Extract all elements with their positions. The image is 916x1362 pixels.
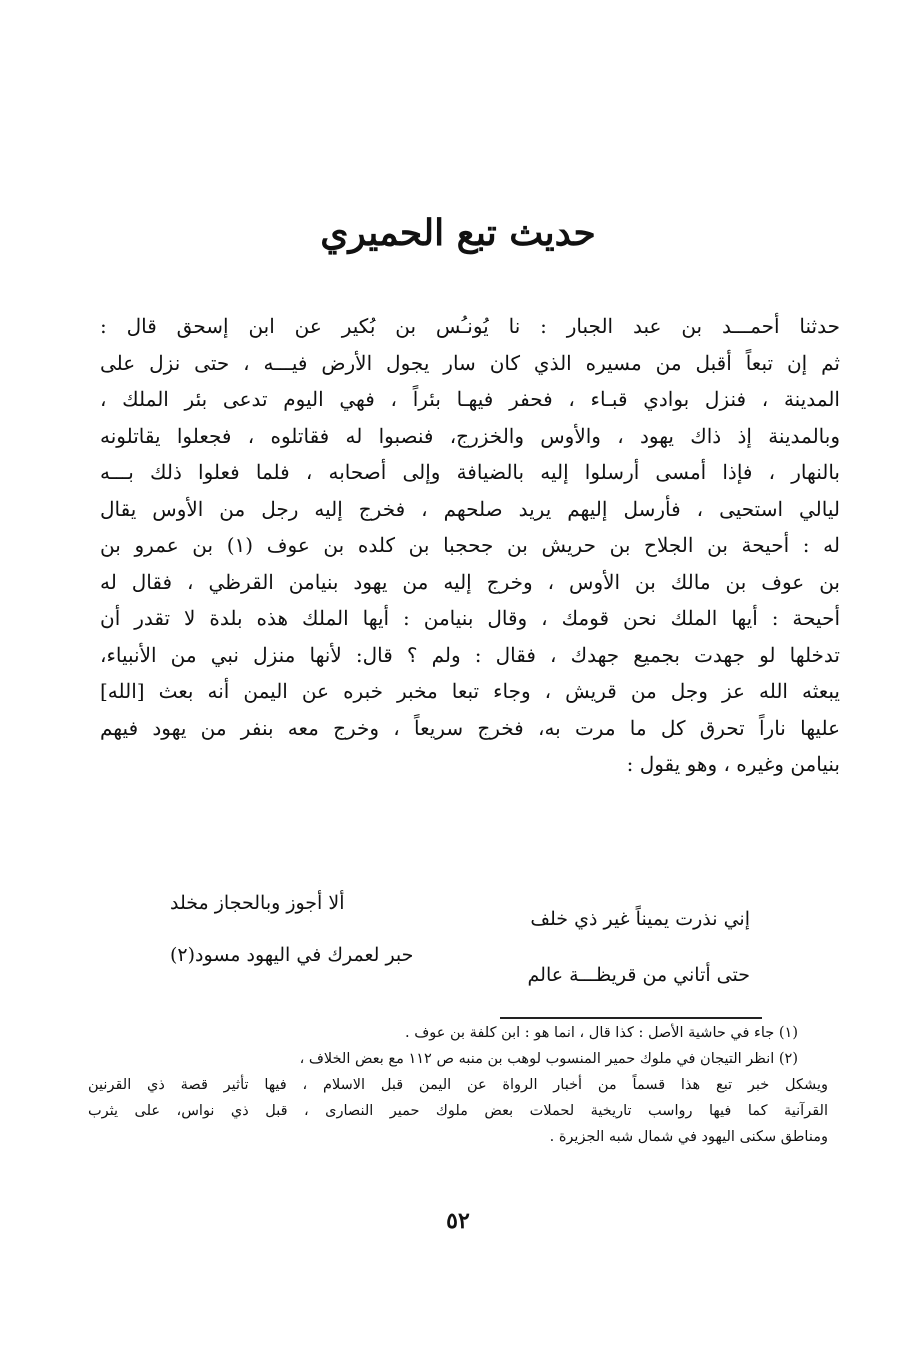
- verse-2-second-hemistich: حبر لعمرك في اليهود مسود(٢): [170, 944, 414, 966]
- body-line: يبعثه الله عز وجل من قريش ، وجاء تبعا مخبر خبره عن اليمن أنه بعث [الله]: [100, 679, 840, 703]
- body-line: وبالمدينة إذ ذاك يهود ، والأوس والخزرج، فنصبوا له فقاتلوه ، فجعلوا يقاتلونه: [100, 423, 840, 448]
- body-line: بنيامن وغيره ، وهو يقول :: [626, 752, 840, 776]
- body-line: أحيحة : أيها الملك نحن قومك ، وقال بنيامن : أيها الملك هذه بلدة لا تقدر أن: [100, 606, 840, 630]
- footnote: ويشكل خبر تبع هذا قسماً من أخبار الرواة عن اليمن قبل الاسلام ، فيها تأثير قصة ذي القرنين: [88, 1077, 828, 1093]
- chapter-title: حديث تبع الحميري: [320, 212, 596, 254]
- body-line: المدينة ، فنزل بوادي قبـاء ، فحفر فيهـا بئراً ، فهي اليوم تدعى بئر الملك ،: [100, 387, 840, 411]
- footnote: (٢) انظر التيجان في ملوك حمير المنسوب لوهب بن منبه ص ١١٢ مع بعض الخلاف ،: [299, 1051, 798, 1067]
- verse-1-first-hemistich: إني نذرت يميناً غير ذي خلف: [530, 908, 750, 930]
- page-number: ٥٢: [446, 1208, 470, 1234]
- poem: [150, 892, 750, 1002]
- body-line: ثم إن تبعاً أقبل من مسيره الذي كان سار يجول الأرض فيـــه ، حتى نزل على: [100, 350, 840, 375]
- body-line: عليها ناراً تحرق كل ما مرت به، فخرج سريعاً ، وخرج معه بنفر من يهود فيهم: [100, 715, 840, 740]
- body-line: بن عوف بن مالك بن الأوس ، وخرج إليه من يهود بنيامن القرظي ، فقال له: [100, 569, 840, 594]
- body-line: ليالي استحيى ، فأرسل إليهم يريد صلحهم ، فخرج إليه رجل من الأوس يقال: [100, 496, 841, 521]
- body-line: بالنهار ، فإذا أمسى أرسلوا إليه بالضيافة وإلى أصحابه ، فلما فعلوا ذلك بـــه: [100, 460, 840, 484]
- footnote: ومناطق سكنى اليهود في شمال شبه الجزيرة .: [549, 1129, 828, 1145]
- body-line: حدثنا أحمـــد بن عبد الجبار : نا يُونـُس بن بُكير عن ابن إسحق قال :: [100, 314, 840, 338]
- body-line: تدخلها لو جهدت بجميع جهدك ، فقال : ولم ؟ قال: لأنها منزل نبي من الأنبياء،: [100, 642, 840, 667]
- body-line: له : أحيحة بن الجلاح بن حريش بن جحجبا بن كلده بن عوف (١) بن عمرو بن: [100, 533, 840, 557]
- verse-1-second-hemistich: ألا أجوز وبالحجاز مخلد: [170, 892, 345, 914]
- footnote: القرآنية كما فيها رواسب تاريخية لحملات بعض ملوك حمير النصارى ، قبل ذي نواس، على يثرب: [88, 1103, 828, 1119]
- footnote: (١) جاء في حاشية الأصل : كذا قال ، انما هو : ابن كلفة بن عوف .: [404, 1025, 798, 1041]
- body-text: [100, 308, 840, 783]
- footnotes: [88, 1020, 828, 1150]
- footnote-separator: [500, 1017, 762, 1019]
- verse-2-first-hemistich: حتى أتاني من قريظـــة عالم: [527, 964, 750, 986]
